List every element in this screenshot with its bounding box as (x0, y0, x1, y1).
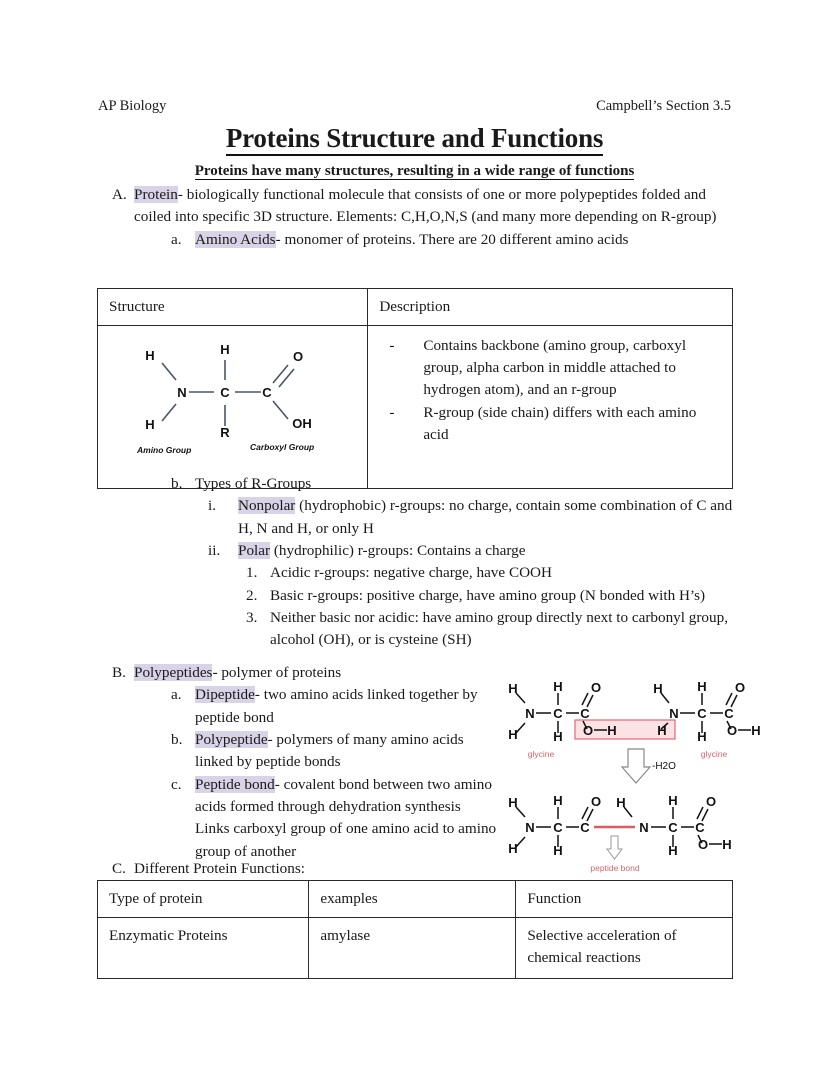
page-title-text: Proteins Structure and Functions (226, 123, 603, 156)
page-subtitle (98, 163, 731, 180)
atom-r-group: R (220, 425, 230, 440)
outline-text-b-a: - two amino acids linked together by peptide bond (195, 686, 478, 726)
table-row (98, 881, 733, 918)
atom-alpha-carbon: C (220, 385, 230, 400)
atom-oh: OH (292, 416, 312, 431)
outline-item-a (112, 184, 738, 229)
top-left-h-lower: H (508, 727, 518, 742)
term-amino-acids: Amino Acids (195, 230, 276, 248)
function-table-cell-examples: amylase (309, 918, 516, 979)
outline-item-b-a (171, 684, 498, 729)
top-right-n-h: H (657, 723, 667, 738)
outline-body-a (134, 184, 738, 229)
bottom-right-c-alpha: C (668, 820, 678, 835)
outline-text-3: Neither basic nor acidic: have amino group directly next to carbonyl group, alcohol (OH), or is cysteine (SH) (270, 609, 729, 649)
outline-item-a-b (171, 473, 738, 495)
outline-marker-b: B. (112, 664, 126, 681)
outline-item-a-b-i (208, 495, 738, 540)
top-left-n: N (525, 706, 535, 721)
header-section: Campbell’s Section 3.5 (596, 98, 731, 114)
structure-table-header-structure: Structure (98, 289, 368, 326)
page-header (98, 98, 731, 115)
function-table-cell-function: Selective acceleration of chemical reactions (516, 918, 733, 979)
function-table-header-type: Type of protein (98, 881, 309, 918)
page-title (98, 123, 731, 154)
bottom-right-c-carboxyl: C (695, 820, 705, 835)
label-peptide-bond: peptide bond (590, 863, 640, 873)
bottom-left-o: O (590, 794, 602, 809)
bottom-left-c-alpha: C (553, 820, 563, 835)
structure-table-header-description: Description (368, 289, 733, 326)
bottom-left-h-lower: H (508, 841, 518, 856)
outline-marker-b-b: b. (171, 731, 183, 749)
outline-item-a-b-ii (208, 540, 738, 562)
atom-h-top-left: H (145, 348, 155, 363)
outline-text-a-a: - monomer of proteins. There are 20 different amino acids (275, 230, 629, 248)
structure-table-cell-description (368, 326, 733, 489)
outline-marker-a-b-ii: ii. (208, 542, 221, 560)
label-carboxyl-group: Carboxyl Group (250, 442, 315, 452)
term-protein: Protein (134, 186, 178, 203)
bottom-right-oh-o: O (697, 837, 709, 852)
top-right-h-bottom: H (697, 729, 707, 744)
term-polypeptides: Polypeptides (134, 664, 213, 681)
outline-marker-a-a: a. (171, 230, 182, 248)
term-polar: Polar (238, 542, 271, 560)
outline-section-b (98, 662, 498, 863)
outline-body-a-a (195, 229, 738, 251)
bottom-left-h-bottom: H (553, 843, 563, 858)
outline-item-acidic (246, 562, 738, 584)
outline-text-2: Basic r-groups: positive charge, have amino group (N bonded with H’s) (270, 586, 706, 604)
reaction-arrow-icon (622, 749, 650, 783)
top-left-c-carboxyl: C (580, 706, 590, 721)
outline-section-a (98, 184, 738, 276)
top-right-oh-o: O (726, 723, 738, 738)
list-item: - R-group (side chain) differs with each amino acid (379, 402, 722, 446)
table-row (98, 289, 733, 326)
atom-h-top: H (220, 342, 230, 357)
outline-body-b-b (195, 729, 498, 774)
outline-text-a-b-i: (hydrophobic) r-groups: no charge, contain some combination of C and H, N and H, or only H (238, 497, 733, 537)
description-list (379, 335, 722, 446)
function-table-header-examples: examples (309, 881, 516, 918)
top-right-c-carboxyl: C (724, 706, 734, 721)
bottom-left-c-carbonyl: C (580, 820, 590, 835)
outline-text-b-b: - polymers of many amino acids linked by peptide bonds (195, 731, 464, 771)
page-subtitle-text: Proteins have many structures, resulting in a wide range of functions (194, 163, 635, 179)
outline-item-a-a (171, 229, 738, 251)
outline-text-b: - polymer of proteins (212, 664, 342, 681)
list-item: - Contains backbone (amino group, carboxyl group, alpha carbon in middle attached to hydrogen atom), and an r-group (379, 335, 722, 401)
outline-text-1: Acidic r-groups: negative charge, have COOH (270, 564, 552, 582)
top-right-o: O (734, 681, 746, 695)
term-polypeptide: Polypeptide (195, 731, 268, 749)
top-right-c-alpha: C (697, 706, 707, 721)
label-water-loss: -H2O (652, 761, 676, 772)
outline-item-b-b (171, 729, 498, 774)
top-left-h-bottom: H (553, 729, 563, 744)
outline-text-a: - biologically functional molecule that consists of one or more polypeptides folded and coiled into specific 3D structure. Elements: C,H,O,N,S (and many more depending on R-group) (134, 186, 717, 226)
top-right-h-top: H (697, 681, 707, 694)
atom-h-bottom-left: H (145, 417, 155, 432)
outline-section-r-groups (98, 473, 738, 652)
top-left-oh-h: H (607, 723, 617, 738)
outline-marker-b-c: c. (171, 775, 182, 793)
outline-item-c (112, 858, 498, 880)
top-left-h-top: H (553, 681, 563, 694)
function-table-cell-type: Enzymatic Proteins (98, 918, 309, 979)
top-right-h-upper: H (653, 681, 663, 696)
outline-marker-a-b: b. (171, 475, 183, 492)
atom-n: N (177, 385, 187, 400)
outline-text-a-b: Types of R-Groups (195, 475, 312, 492)
outline-item-neutral (246, 607, 738, 652)
peptide-bond-pointer-icon (607, 836, 622, 859)
outline-body-a-b-i (238, 495, 738, 540)
outline-marker-3: 3. (246, 609, 258, 627)
top-right-oh-h: H (751, 723, 761, 738)
term-peptide-bond: Peptide bond (195, 775, 275, 793)
outline-item-b (112, 662, 498, 684)
function-table-header-function: Function (516, 881, 733, 918)
outline-text-a-b-ii: (hydrophilic) r-groups: Contains a charge (270, 542, 526, 560)
bottom-right-n: N (639, 820, 649, 835)
outline-text-c: Different Protein Functions: (134, 860, 305, 877)
bottom-right-oh-h: H (722, 837, 732, 852)
outline-marker-a: A. (112, 186, 127, 203)
protein-function-table (97, 880, 733, 979)
amino-acid-structure-diagram (120, 333, 335, 458)
outline-body-b-c (195, 774, 498, 863)
atom-carboxyl-carbon: C (262, 385, 272, 400)
atom-o: O (292, 349, 304, 364)
top-left-c-alpha: C (553, 706, 563, 721)
outline-marker-1: 1. (246, 564, 258, 582)
bottom-left-n: N (525, 820, 535, 835)
bottom-right-h-top: H (616, 795, 626, 810)
outline-marker-2: 2. (246, 586, 258, 604)
label-glycine-right: glycine (700, 749, 728, 759)
term-nonpolar: Nonpolar (238, 497, 296, 515)
bottom-right-o: O (705, 794, 717, 809)
top-left-o: O (590, 681, 602, 695)
outline-item-basic (246, 585, 738, 607)
outline-marker-c: C. (112, 860, 126, 877)
top-left-oh-o: O (582, 723, 594, 738)
outline-body-b (134, 662, 498, 684)
outline-marker-a-b-i: i. (208, 497, 217, 515)
top-left-h-upper: H (508, 681, 518, 696)
label-glycine-left: glycine (527, 749, 555, 759)
bottom-right-h-upper: H (668, 793, 678, 808)
bottom-left-h-top: H (553, 793, 563, 808)
table-row (98, 918, 733, 979)
outline-text-b-c: - covalent bond between two amino acids formed through dehydration synthesis Links carboxyl group of one amino acid to amino group of another (195, 775, 497, 860)
bottom-right-h-bottom: H (668, 843, 678, 858)
outline-item-b-c (171, 774, 498, 863)
header-course: AP Biology (98, 98, 167, 114)
outline-section-c (98, 858, 498, 880)
outline-body-a-b-ii (238, 540, 738, 562)
label-amino-group: Amino Group (137, 445, 192, 455)
outline-body-b-a (195, 684, 498, 729)
term-dipeptide: Dipeptide (195, 686, 255, 704)
peptide-bond-reaction-diagram (506, 681, 784, 876)
outline-marker-b-a: a. (171, 686, 182, 704)
top-right-n: N (669, 706, 679, 721)
bottom-left-h-upper: H (508, 795, 518, 810)
